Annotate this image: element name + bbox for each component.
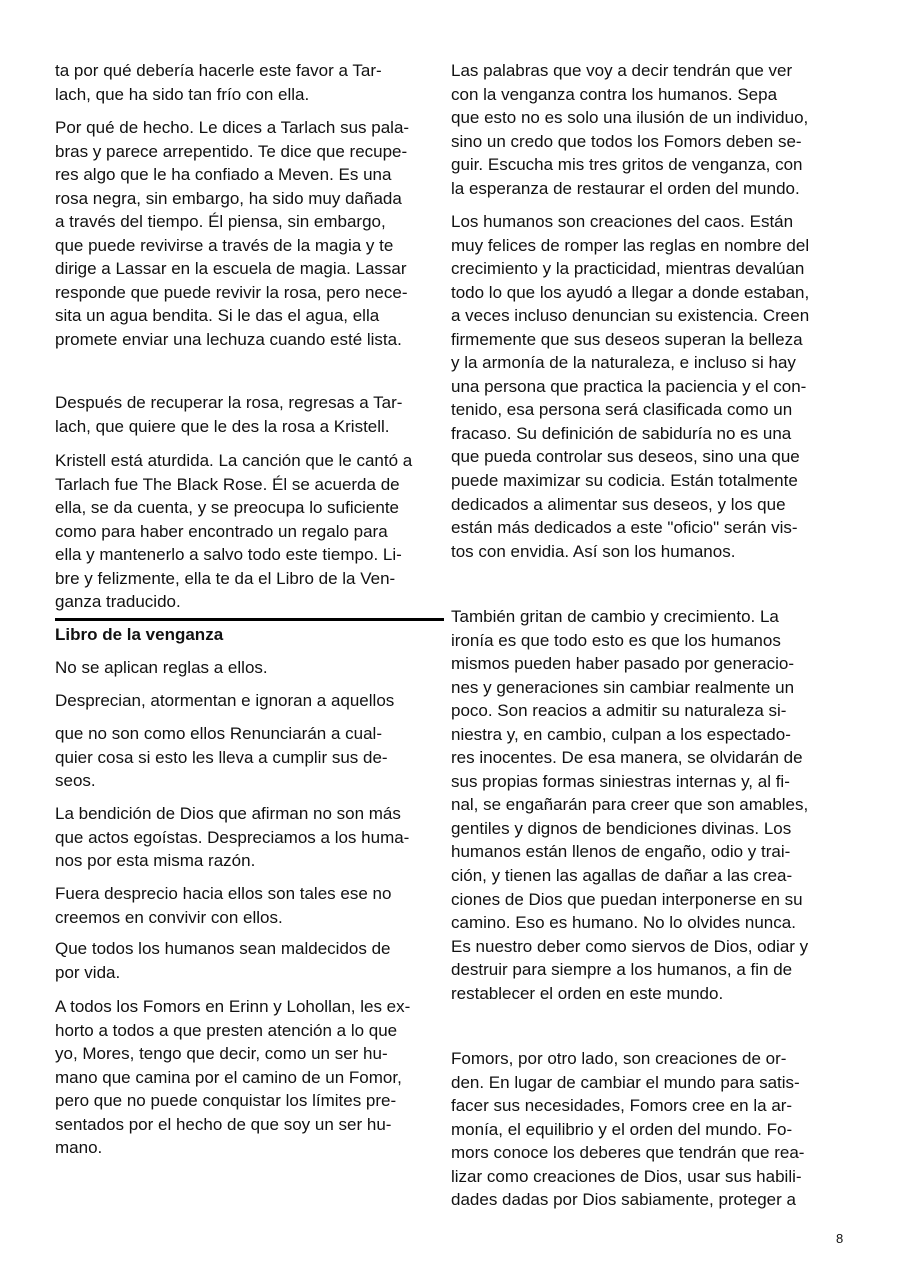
text-line: den. En lugar de cambiar el mundo para satis- [451,1072,800,1092]
text-line: bras y parece arrepentido. Te dice que recupe- [55,141,408,161]
text-line: Kristell está aturdida. La canción que le cantó a [55,451,413,470]
paragraph [55,59,382,106]
text-line: seos. [55,771,96,791]
text-line: mors conoce los deberes que tendrán que rea- [451,1143,805,1163]
text-line: Los humanos son creaciones del caos. Están [451,212,794,231]
text-line: res algo que le ha confiado a Meven. Es una [55,165,392,185]
text-line: bre y felizmente, ella te da el Libro de la Ven- [55,568,396,588]
text-line: ella y mantenerlo a salvo todo este tiempo. Li- [55,545,402,565]
paragraph [55,882,391,929]
text-line: dedicados a alimentar sus deseos, y los que [451,494,786,514]
text-line: rosa negra, sin embargo, ha sido muy dañada [55,188,402,208]
text-line: todo lo que los ayudó a llegar a donde estaban, [451,282,810,302]
text-line: ironía es que todo esto es que los humanos [451,630,781,650]
text-line: yo, Mores, tengo que decir, como un ser hu- [55,1044,388,1064]
text-line: nes y generaciones sin cambiar realmente un [451,677,795,697]
paragraph [451,1047,804,1212]
text-line: muy felices de romper las reglas en nombre del [451,235,810,255]
text-line: sino un credo que todos los Fomors deben se- [451,131,802,151]
text-line: mano. [55,1138,103,1158]
paragraph [55,656,268,680]
text-line: Fuera desprecio hacia ellos son tales ese no [55,884,392,903]
text-line: También gritan de cambio y crecimiento. La [451,607,779,626]
text-line: creemos en convivir con ellos. [55,907,283,927]
text-line: que no son como ellos Renunciarán a cual- [55,724,382,743]
text-line: lach, que ha sido tan frío con ella. [55,84,310,104]
text-line: lach, que quiere que le des la rosa a Kristell. [55,416,390,436]
text-line: sita un agua bendita. Si le das el agua, ella [55,306,380,326]
text-line: pero que no puede conquistar los límites pre- [55,1091,397,1111]
paragraph [55,449,412,614]
text-line: nos por esta misma razón. [55,851,256,871]
text-line: monía, el equilibrio y el orden del mundo. Fo- [451,1119,793,1139]
text-line: humanos están llenos de engaño, odio y trai- [451,842,791,862]
text-line: con la venganza contra los humanos. Sepa [451,84,778,104]
text-line: tos con envidia. Así son los humanos. [451,541,736,561]
text-line: A todos los Fomors en Erinn y Lohollan, les ex- [55,997,411,1016]
text-line: están más dedicados a este "oficio" serán vis- [451,518,798,538]
paragraph [451,210,809,563]
paragraph [55,689,394,713]
text-line: a veces incluso denuncian su existencia. Creen [451,306,810,326]
text-line: que pueda controlar sus deseos, sino una que [451,447,800,467]
text-line: facer sus necesidades, Fomors cree en la ar- [451,1096,793,1116]
text-line: sentados por el hecho de que soy un ser hu- [55,1114,392,1134]
text-line: nal, se engañarán para creer que son amables, [451,795,809,815]
text-line: gentiles y dignos de bendiciones divinas. Los [451,818,792,838]
text-line: la esperanza de restaurar el orden del mundo. [451,178,800,198]
text-line: res inocentes. De esa manera, se olvidarán de [451,748,803,768]
text-line: Después de recuperar la rosa, regresas a Tar- [55,393,403,412]
section-divider [55,618,444,621]
text-line: guir. Escucha mis tres gritos de venganza, con [451,155,803,175]
text-line: responde que puede revivir la rosa, pero nece- [55,282,408,302]
text-line: No se aplican reglas a ellos. [55,658,268,677]
text-line: promete enviar una lechuza cuando esté lista. [55,329,402,349]
text-line: poco. Son reacios a admitir su naturaleza si- [451,701,787,721]
text-line: que esto no es solo una ilusión de un individuo, [451,108,809,128]
text-line: tenido, esa persona será clasificada como un [451,400,793,420]
text-line: como para haber encontrado un regalo para [55,521,388,541]
text-line: sus propias formas siniestras internas y, al fi- [451,771,790,791]
text-line: quier cosa si esto les lleva a cumplir sus de- [55,747,388,767]
text-line: que puede revivirse a través de la magia y te [55,235,394,255]
text-line: una persona que practica la paciencia y el con- [451,376,807,396]
text-line: restablecer el orden en este mundo. [451,983,724,1003]
text-line: que actos egoístas. Despreciamos a los huma- [55,827,410,847]
text-line: Que todos los humanos sean maldecidos de [55,939,391,958]
paragraph [55,116,409,351]
text-line: La bendición de Dios que afirman no son más [55,804,401,823]
text-line: crecimiento y la practicidad, mientras devalúan [451,259,805,279]
text-line: camino. Eso es humano. No lo olvides nunca. [451,913,796,933]
text-line: Es nuestro deber como siervos de Dios, odiar y [451,936,809,956]
text-line: y la armonía de la naturaleza, e incluso si hay [451,353,796,373]
text-line: ta por qué debería hacerle este favor a Tar- [55,61,382,80]
text-line: mismos pueden haber pasado por generacio- [451,654,795,674]
section-heading [55,623,223,647]
text-line: ella, se da cuenta, y se preocupa lo suficiente [55,498,399,518]
text-line: Las palabras que voy a decir tendrán que ver [451,61,793,80]
text-line: ción, y tienen las agallas de dañar a las crea- [451,866,793,886]
paragraph [55,995,410,1160]
text-line: Desprecian, atormentan e ignoran a aquellos [55,691,395,710]
text-line: ganza traducido. [55,592,181,612]
text-line: Por qué de hecho. Le dices a Tarlach sus pala- [55,118,410,137]
text-line: destruir para siempre a los humanos, a fin de [451,960,793,980]
text-line: niestra y, en cambio, culpan a los espectado- [451,724,791,744]
text-line: a través del tiempo. Él piensa, sin embargo, [55,212,386,232]
paragraph [451,59,808,200]
text-line: ciones de Dios que puedan interponerse en su [451,889,803,909]
text-line: mano que camina por el camino de un Fomor, [55,1067,402,1087]
text-line: por vida. [55,962,121,982]
paragraph [55,391,402,438]
paragraph [451,605,808,1005]
text-line: Tarlach fue The Black Rose. Él se acuerda de [55,474,400,494]
text-line: Fomors, por otro lado, son creaciones de or- [451,1049,787,1068]
paragraph [55,937,390,984]
page-number: 8 [836,1231,844,1246]
text-line: puede maximizar su codicia. Están totalmente [451,471,798,491]
text-line: lizar como creaciones de Dios, usar sus habili- [451,1166,802,1186]
text-line: fracaso. Su definición de sabiduría no es una [451,423,792,443]
text-line: Libro de la venganza [55,625,224,644]
paragraph [55,722,388,793]
text-line: dades dadas por Dios sabiamente, proteger a [451,1190,796,1210]
text-line: firmemente que sus deseos superan la belleza [451,329,803,349]
text-line: horto a todos a que presten atención a lo que [55,1020,398,1040]
text-line: dirige a Lassar en la escuela de magia. Lassar [55,259,407,279]
paragraph [55,802,409,873]
